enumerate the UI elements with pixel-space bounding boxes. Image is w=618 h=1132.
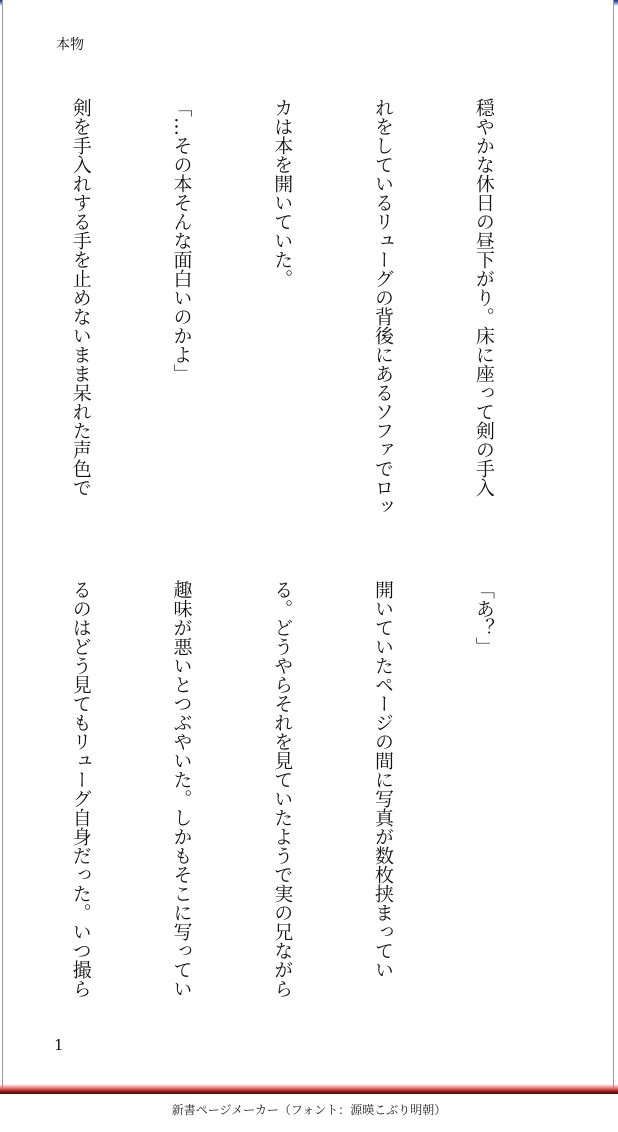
text-line: 「…その本そんな面白いのかよ」 [170, 98, 193, 383]
page-number: 1 [54, 1036, 64, 1054]
upper-text-block [0, 98, 567, 538]
text-line: 穏やかな休日の昼下がり。床に座って剣の手入 [472, 98, 495, 497]
text-line: 開いていたページの間に写真が数枚挟まってい [372, 580, 395, 979]
text-line: カは本を開いていた。 [271, 98, 294, 288]
footer-credit: 新書ページメーカー（フォント：源暎こぶり明朝） [171, 1103, 447, 1117]
lower-text-block [0, 580, 567, 1020]
text-line: れをしているリューグの背後にあるソファでロッ [372, 98, 395, 516]
text-line: 趣味が悪いとつぶやいた。しかもそこに写ってい [170, 580, 193, 998]
text-line: るのはどう見てもリューグ自身だった。いつ撮ら [69, 580, 92, 998]
page-bottom-edge [0, 1084, 618, 1094]
text-line: 「あ？」 [472, 580, 495, 656]
text-line: 剣を手入れする手を止めないまま呆れた声色で [69, 98, 92, 497]
page-header-title: 本物 [56, 37, 84, 53]
text-line: る。どうやらそれを見ていたようで実の兄ながら [271, 580, 294, 998]
